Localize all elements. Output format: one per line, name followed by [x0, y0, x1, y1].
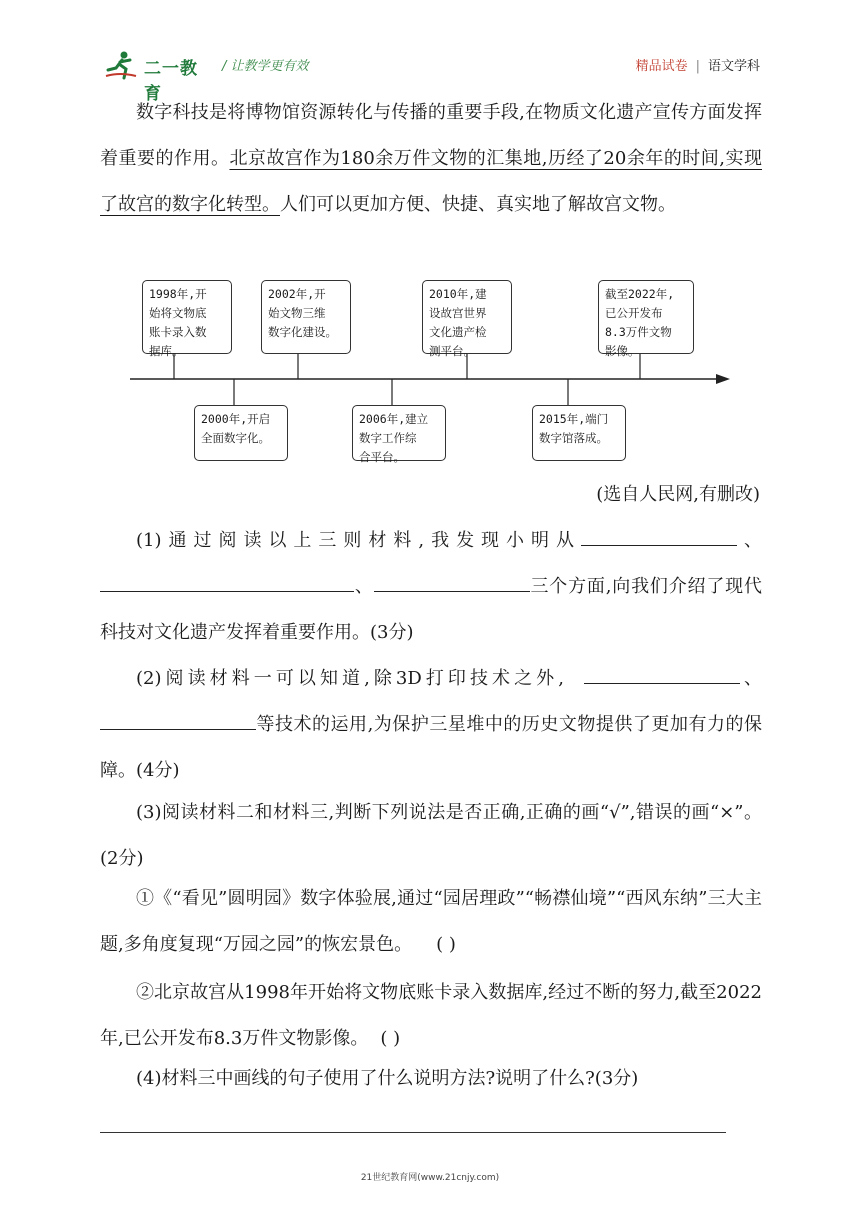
footer: 21世纪教育网(www.21cnjy.com) — [360, 1173, 500, 1183]
slogan: / 让教学更有效 — [222, 59, 309, 74]
q3-item-1-text: ①《“看见”圆明园》数字体验展,通过“园居理政”“畅襟仙境”“西风东纳”三大主题,多角度复现“万园之园”的恢宏景色。 — [100, 888, 762, 955]
source-note: (选自人民网,有删改) — [596, 484, 760, 505]
answer-blank[interactable] — [100, 573, 354, 592]
question-4: (4)材料三中画线的句子使用了什么说明方法?说明了什么?(3分) — [136, 1068, 639, 1089]
timeline-diagram — [120, 272, 740, 472]
intro-paragraph — [100, 90, 762, 228]
q1-text-start: (1)通过阅读以上三则材料,我发现小明从 — [136, 530, 582, 551]
question-1: (1)通过阅读以上三则材料,我发现小明从 、、 三个方面,向我们介绍了现代科技对文化遗产发挥着重要作用。(3分) — [100, 518, 762, 656]
timeline-event-2022: 截至2022年, 已公开发布 8.3万件文物 影像。 — [598, 280, 694, 354]
q2-text-start: (2)阅读材料一可以知道,除3D打印技术之外, — [136, 668, 564, 689]
timeline-event-2006: 2006年,建立 数字工作综 合平台。 — [352, 405, 446, 461]
subject-label: 语文学科 — [707, 59, 760, 74]
question-3-item-2 — [100, 970, 762, 1062]
answer-blank[interactable] — [100, 711, 256, 730]
answer-parentheses[interactable]: ( ) — [380, 1028, 401, 1049]
premium-label: 精品试卷 — [635, 59, 688, 74]
question-2: (2)阅读材料一可以知道,除3D打印技术之外, 、等技术的运用,为保护三星堆中的历史文物提供了更加有力的保障。(4分) — [100, 656, 762, 794]
page-header — [0, 0, 860, 104]
answer-blank[interactable] — [584, 665, 740, 684]
logo-text: 二一教育 — [144, 59, 198, 104]
running-figure-icon — [104, 50, 138, 80]
q2-text-end: 等技术的运用,为保护三星堆中的历史文物提供了更加有力的保障。(4分) — [100, 714, 762, 781]
answer-line[interactable] — [100, 1132, 726, 1133]
timeline-event-1998: 1998年,开 始将文物底 账卡录入数 据库。 — [142, 280, 232, 354]
header-right — [636, 55, 760, 74]
answer-parentheses[interactable]: ( ) — [436, 934, 456, 955]
logo — [104, 50, 214, 104]
answer-blank[interactable] — [581, 527, 737, 546]
intro-text-end: 人们可以更加方便、快捷、真实地了解故宫文物。 — [280, 194, 676, 215]
answer-blank[interactable] — [374, 573, 530, 592]
question-3: (3)阅读材料二和材料三,判断下列说法是否正确,正确的画“√”,错误的画“×”。(2分) — [100, 802, 762, 869]
q3-item-2-text: ②北京故宫从1998年开始将文物底账卡录入数据库,经过不断的努力,截至2022年,已公开发布8.3万件文物影像。 — [100, 982, 762, 1049]
underlined-sentence: 北京故宫作为180余万件文物的汇集地,历经了20余年的时间,实现了故宫的数字化转型。 — [100, 148, 763, 215]
timeline-event-2015: 2015年,端门 数字馆落成。 — [532, 405, 626, 461]
intro-text: 数字科技是将博物馆资源转化与传播的重要手段,在物质文化遗产宣传方面发挥着重要的作用。 — [100, 102, 762, 169]
q1-text-end: 三个方面,向我们介绍了现代科技对文化遗产发挥着重要作用。(3分) — [100, 576, 762, 643]
timeline-event-2010: 2010年,建 设故宫世界 文化遗产检 测平台。 — [422, 280, 512, 354]
question-3-item-1 — [100, 876, 762, 968]
timeline-event-2002: 2002年,开 始文物三维 数字化建设。 — [261, 280, 351, 354]
timeline-event-2000: 2000年,开启 全面数字化。 — [194, 405, 288, 461]
header-separator: | — [695, 59, 700, 74]
